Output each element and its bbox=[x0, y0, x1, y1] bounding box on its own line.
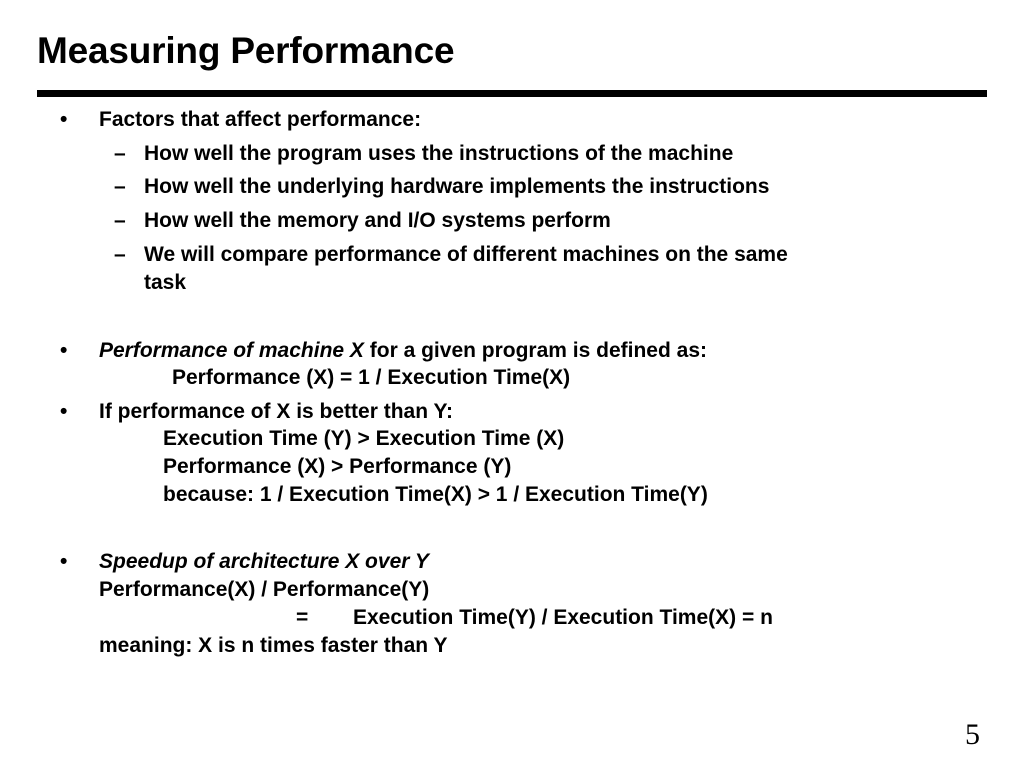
definition-term: Performance of machine X bbox=[99, 339, 364, 362]
comparison-line: Performance (X) > Performance (Y) bbox=[163, 455, 512, 478]
bullet-marker: • bbox=[60, 400, 68, 423]
definition-text: for a given program is defined as: bbox=[363, 339, 707, 362]
factors-heading: Factors that affect performance: bbox=[99, 108, 422, 131]
definition-formula: Performance (X) = 1 / Execution Time(X) bbox=[172, 366, 571, 389]
comparison-line: Execution Time (Y) > Execution Time (X) bbox=[163, 427, 565, 450]
factor-item-continued: task bbox=[144, 271, 187, 294]
speedup-equals: = bbox=[296, 606, 309, 629]
bullet-marker: • bbox=[60, 108, 68, 131]
factor-item: We will compare performance of different machines on the same bbox=[144, 243, 788, 266]
definition-line bbox=[99, 339, 707, 363]
dash-marker: – bbox=[114, 142, 126, 165]
speedup-line: Execution Time(Y) / Execution Time(X) = n bbox=[353, 606, 773, 629]
dash-marker: – bbox=[114, 209, 126, 232]
slide-title: Measuring Performance bbox=[37, 30, 455, 71]
speedup-line: meaning: X is n times faster than Y bbox=[99, 634, 448, 657]
dash-marker: – bbox=[114, 243, 126, 266]
speedup-term: Speedup of architecture X over Y bbox=[99, 550, 429, 573]
factor-item: How well the memory and I/O systems perform bbox=[144, 209, 611, 232]
factor-item: How well the program uses the instructions of the machine bbox=[144, 142, 734, 165]
speedup-line: Performance(X) / Performance(Y) bbox=[99, 578, 430, 601]
dash-marker: – bbox=[114, 175, 126, 198]
page-number: 5 bbox=[965, 718, 980, 751]
factor-item: How well the underlying hardware implements the instructions bbox=[144, 175, 770, 198]
bullet-marker: • bbox=[60, 550, 68, 573]
comparison-line: because: 1 / Execution Time(X) > 1 / Execution Time(Y) bbox=[163, 483, 708, 506]
comparison-heading: If performance of X is better than Y: bbox=[99, 400, 453, 423]
bullet-marker: • bbox=[60, 339, 68, 362]
